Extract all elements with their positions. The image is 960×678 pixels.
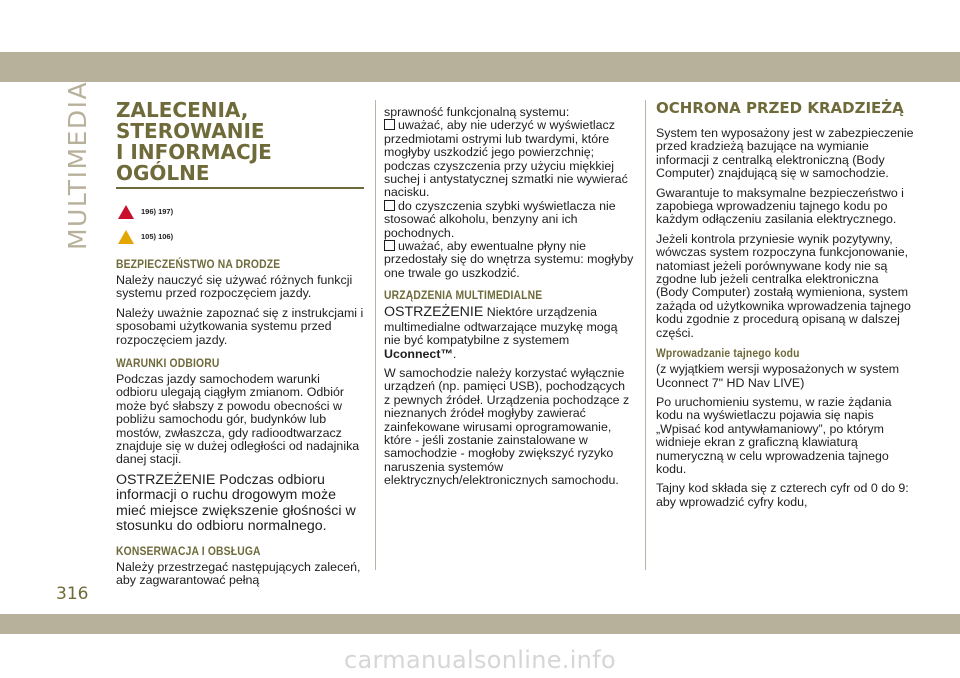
warning-icon	[118, 205, 134, 219]
warning-note: OSTRZEŻENIE Podczas odbioru informacji o ruchu drogowym może mieć miejsce zwiększenie głośności w stosunku do odbioru normalnego.	[116, 471, 356, 535]
list-item: uważać, aby nie uderzyć w wyświetlacz przedmiotami ostrymi lub twardymi, które mogłyby uszkodzić jego powierzchnię; podczas czyszczenia przy użyciu miękkiej suchej i antystatycznej szmatki nie wywierać nacisku.	[384, 118, 628, 200]
paragraph: (z wyjątkiem wersji wyposażonych w system Uconnect 7" HD Nav LIVE)	[656, 362, 900, 390]
paragraph: Należy przestrzegać następujących zaleceń, aby zagwarantować pełną	[116, 559, 361, 588]
heading-code-entry: Wprowadzanie tajnego kodu	[656, 346, 800, 361]
checkbox-bullet-icon	[384, 200, 395, 211]
column-2	[384, 106, 634, 494]
section-title: ZALECENIA, STEROWANIE I INFORMACJE OGÓLNE	[116, 100, 364, 189]
column-divider	[375, 100, 376, 570]
heading-multimedia: URZĄDZENIA MULTIMEDIALNE	[384, 288, 543, 303]
caution-refs: 105) 106)	[118, 226, 364, 248]
checkbox-bullet-icon	[384, 119, 395, 130]
column-divider	[645, 100, 646, 570]
paragraph: System ten wyposażony jest w zabezpieczenie przed kradzieżą bazujące na wymianie informacji z centralką elektroniczną (Body Computer) znajdującą się w samochodzie.	[656, 126, 914, 181]
paragraph: sprawność funkcjonalną systemu:	[384, 105, 570, 119]
paragraph: Po uruchomieniu systemu, w razie żądania kodu na wyświetlaczu pojawia się napis „Wpisać kod antywłamaniowy”, po którym widnieje ekran z graficzną klawiaturą numeryczną w celu wprowadzenia tajnego kodu.	[656, 394, 892, 476]
heading-anti-theft: OCHRONA PRZED KRADZIEŻĄ	[656, 99, 904, 117]
chapter-label: MULTIMEDIA	[63, 80, 93, 250]
column-3	[656, 100, 914, 515]
warning-note: OSTRZEŻENIE Niektóre urządzenia multimedialne odtwarzające muzykę mogą nie być kompatybilne z systemem Uconnect™.	[384, 304, 618, 361]
paragraph: Należy nauczyć się używać różnych funkcji systemu przed rozpoczęciem jazdy.	[116, 273, 353, 301]
list-item: do czyszczenia szybki wyświetlacza nie stosować alkoholu, benzyny ani ich pochodnych.	[384, 198, 616, 240]
list-item: uważać, aby ewentualne płyny nie przedostały się do wnętrza systemu: mogłyby one trwale go uszkodzić.	[384, 239, 634, 280]
paragraph: Gwarantuje to maksymalne bezpieczeństwo i zapobiega wprowadzeniu tajnego kodu po każdym odłączeniu zasilania elektrycznego.	[656, 185, 904, 227]
checkbox-bullet-icon	[384, 240, 395, 251]
column-1	[116, 100, 364, 594]
header-band	[0, 52, 960, 82]
chapter-side-tab	[58, 80, 98, 250]
paragraph: Podczas jazdy samochodem warunki odbioru ulegają ciągłym zmianom. Odbiór może być słabszy z powodu obecności w pobliżu samochodu gór, budynków lub mostów, zwłaszcza, gdy radioodtwarzacz znajduje się w dużej odległości od nadajnika danej stacji.	[116, 372, 360, 467]
heading-road-safety: BEZPIECZEŃSTWO NA DRODZE	[116, 257, 281, 271]
warning-refs: 196) 197)	[118, 201, 364, 223]
watermark: carmanualsonline.info	[344, 646, 616, 674]
paragraph: Jeżeli kontrola przyniesie wynik pozytywny, wówczas system rozpoczyna funkcjonowanie, natomiast jeżeli porównywane kody nie są zgodne lub jeżeli centralka elektroniczna (Body Computer) zostałą wymieniona, system zażąda od użytkownika wprowadzenia tajnego kodu zgodnie z procedurą opisaną w dalszej części.	[656, 231, 911, 340]
page-number: 316	[56, 584, 89, 604]
caution-icon	[118, 230, 134, 244]
footer-band	[0, 614, 960, 634]
paragraph: Tajny kod składa się z czterech cyfr od 0 do 9: aby wprowadzić cyfry kodu,	[656, 481, 909, 509]
heading-maintenance: KONSERWACJA I OBSŁUGA	[116, 543, 261, 558]
heading-reception: WARUNKI ODBIORU	[116, 356, 220, 371]
paragraph: W samochodzie należy korzystać wyłącznie urządzeń (np. pamięci USB), pochodzących z pewnych źródeł. Urządzenia pochodzące z nieznanych źródeł mogłyby zawierać zainfekowane wirusami oprogramowanie, które - jeśli zostanie zainstalowane w samochodzie - mogłoby zwiększyć ryzyko naruszenia systemów elektrycznych/elektronicznych samochodu.	[384, 366, 630, 488]
paragraph: Należy uważnie zapoznać się z instrukcjami i sposobami użytkowania systemu przed rozpoczęciem jazdy.	[116, 305, 364, 347]
